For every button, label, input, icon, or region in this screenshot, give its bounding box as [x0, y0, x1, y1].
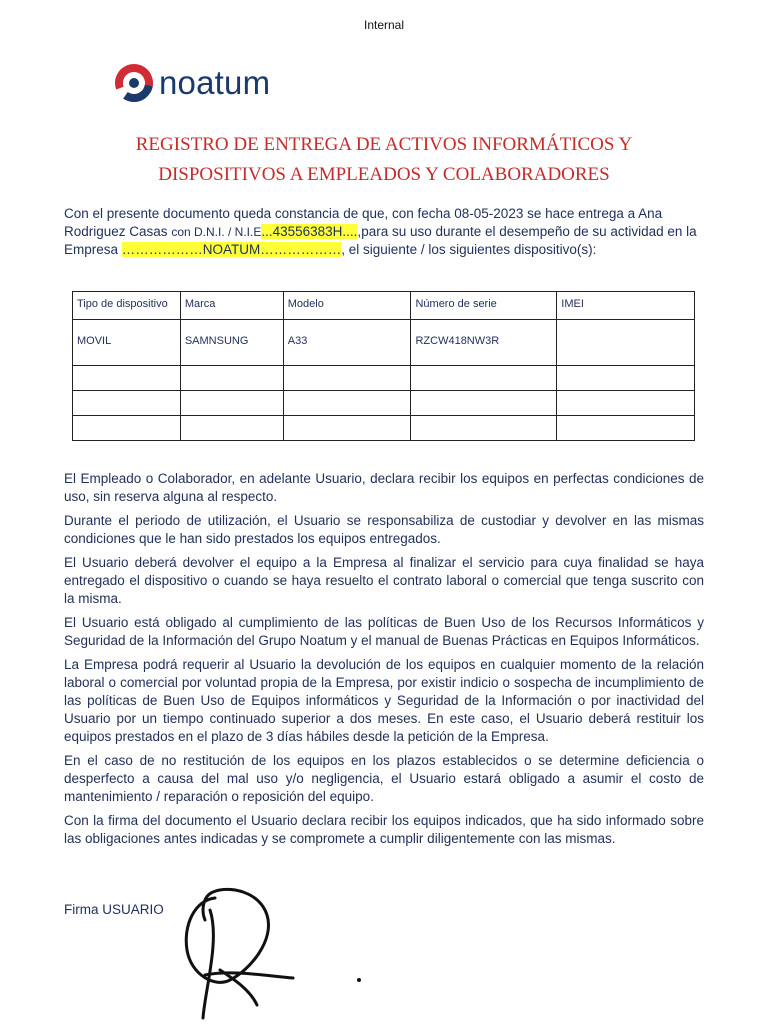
cell-device-type	[73, 416, 181, 441]
cell-brand	[180, 416, 283, 441]
terms-section	[64, 470, 704, 854]
intro-comma: ,	[357, 224, 362, 239]
table-row	[73, 416, 695, 441]
noatum-logo-icon	[113, 62, 155, 104]
company-logo	[113, 62, 270, 104]
cell-serial: RZCW418NW3R	[411, 320, 557, 366]
header-brand: Marca	[180, 292, 283, 320]
title-line-2: DISPOSITIVOS A EMPLEADOS Y COLABORADORES	[158, 164, 610, 185]
ink-dot	[357, 978, 361, 982]
terms-paragraph: El Usuario está obligado al cumplimiento de las políticas de Buen Uso de los Recursos Informáticos y Seguridad de la Información del Grupo Noatum y el manual de Buenas Prácticas en Equipos Informáticos.	[64, 615, 704, 648]
cell-device-type	[73, 366, 181, 391]
terms-paragraph: El Usuario deberá devolver el equipo a la Empresa al finalizar el servicio para cuya finalidad se haya entregado el dispositivo o cuando se haya resuelto el contrato laboral o comercial que tenga suscrito con la misma.	[64, 555, 704, 606]
table-row	[73, 320, 695, 366]
intro-paragraph	[64, 205, 704, 259]
cell-model	[283, 416, 411, 441]
signature-label: Firma USUARIO	[64, 902, 164, 917]
classification-label: Internal	[363, 18, 405, 32]
cell-serial	[411, 391, 557, 416]
cell-brand	[180, 391, 283, 416]
terms-paragraph: Durante el periodo de utilización, el Usuario se responsabiliza de custodiar y devolver en las mismas condiciones que le han sido prestados los equipos entregados.	[64, 513, 704, 546]
intro-part-3: , el siguiente / los siguientes dispositivo(s):	[341, 242, 597, 257]
cell-model	[283, 391, 411, 416]
header-serial: Número de serie	[411, 292, 557, 320]
header-imei: IMEI	[557, 292, 695, 320]
title-line-1: REGISTRO DE ENTREGA DE ACTIVOS INFORMÁTICOS Y	[135, 134, 633, 155]
cell-model: A33	[283, 320, 411, 366]
cell-serial	[411, 416, 557, 441]
terms-paragraph: La Empresa podrá requerir al Usuario la devolución de los equipos en cualquier momento de la relación laboral o comercial por voluntad propia de la Empresa, por existir indicio o sospecha de incumplimiento de las políticas de Buen Uso de Equipos informáticos y Seguridad de la Información o por inactividad del Usuario por un tiempo continuado superior a dos meses. En este caso, el Usuario deberá restituir los equipos prestados en el plazo de 3 días hábiles desde la petición de la Empresa.	[64, 657, 704, 744]
terms-paragraph: Con la firma del documento el Usuario declara recibir los equipos indicados, que ha sido informado sobre las obligaciones antes indicadas y se compromete a cumplir diligentemente con las mismas.	[64, 813, 704, 846]
document-title	[0, 130, 768, 190]
terms-paragraph: En el caso de no restitución de los equipos en los plazos establecidos o se determine deficiencia o desperfecto a causa del mal uso y/o negligencia, el Usuario estará obligado a asumir el costo de mantenimiento / reparación o reposición del equipo.	[64, 753, 704, 804]
header-model: Modelo	[283, 292, 411, 320]
intro-part-1: Con el presente documento queda constancia de que, con fecha 08-05-2023 se hace entrega a Ana Rodriguez Casas	[64, 206, 663, 239]
cell-imei	[557, 320, 695, 366]
cell-serial	[411, 366, 557, 391]
table-header-row	[73, 292, 695, 320]
cell-imei	[557, 391, 695, 416]
header-device-type: Tipo de dispositivo	[73, 292, 181, 320]
cell-device-type	[73, 391, 181, 416]
intro-part-2: para su uso durante el desempeño de su actividad en la Empresa	[64, 224, 697, 257]
cell-imei	[557, 416, 695, 441]
table-row	[73, 366, 695, 391]
devices-table	[72, 291, 695, 441]
dni-value: ...43556383H....	[261, 224, 358, 239]
company-value: ………………NOATUM………………	[121, 242, 342, 257]
dni-label: con D.N.I. / N.I.E	[171, 225, 262, 239]
cell-model	[283, 366, 411, 391]
logo-text: noatum	[159, 64, 271, 101]
terms-paragraph: El Empleado o Colaborador, en adelante Usuario, declara recibir los equipos en perfectas condiciones de uso, sin reserva alguna al respecto.	[64, 471, 704, 504]
table-row	[73, 391, 695, 416]
handwritten-signature	[175, 880, 305, 1020]
cell-brand	[180, 366, 283, 391]
cell-brand: SAMNSUNG	[180, 320, 283, 366]
cell-device-type: MOVIL	[73, 320, 181, 366]
cell-imei	[557, 366, 695, 391]
